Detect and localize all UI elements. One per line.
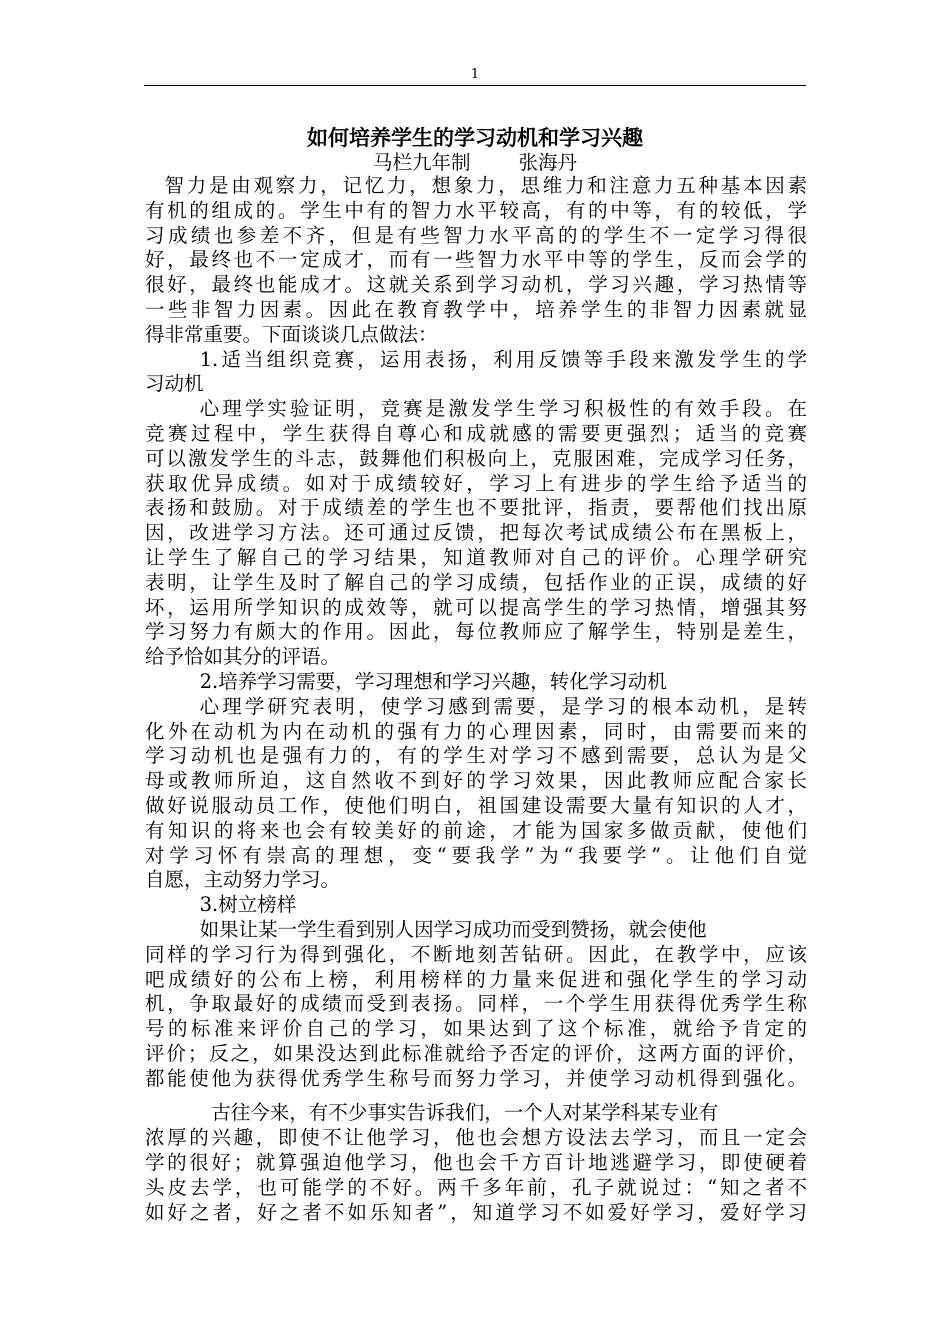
text-line: 得非常重要。下面谈谈几点做法： [145,322,438,346]
text-line: 母或教师所迫，这自然收不到好的学习效果，因此教师应配合家长 [145,769,807,793]
text-line: 给予恰如其分的评语。 [145,645,341,669]
school-name: 马栏九年制 [372,151,471,174]
text-line: 1.适当组织竞赛，运用表扬，利用反馈等手段来激发学生的学 [199,347,807,371]
header-rule [144,85,806,86]
text-line: 智力是由观察力，记忆力，想象力，思维力和注意力五种基本因素 [164,174,807,197]
text-line: 竞赛过程中，学生获得自尊心和成就感的需要更强烈；适当的竞赛 [145,421,807,445]
text-line: 吧成绩好的公布上榜，利用榜样的力量来促进和强化学生的学习动 [145,967,807,991]
author-name: 张海丹 [518,151,578,174]
text-line: 学的很好；就算强迫他学习，他也会千方百计地逃避学习，即使硬着 [145,1151,807,1175]
text-line: 评价；反之，如果没达到此标准就给予否定的评价，这两方面的评价， [145,1041,807,1065]
text-line: 如好之者，好之者不如乐知者”，知道学习不如爱好学习，爱好学习 [145,1200,807,1224]
text-line: 机，争取最好的成绩而受到表扬。同样，一个学生用获得优秀学生称 [145,992,807,1016]
text-line: 都能使他为获得优秀学生称号而努力学习，并使学习动机得到强化。 [145,1066,807,1090]
text-line: 学习努力有颇大的作用。因此，每位教师应了解学生，特别是差生， [145,620,807,644]
text-line: 号的标准来评价自己的学习，如果达到了这个标准，就给予肯定的 [145,1017,807,1041]
text-line: 坏，运用所学知识的成效等，就可以提高学生的学习热情，增强其努 [145,595,807,619]
text-line: 好，最终也不一定成才，而有一些智力水平中等的学生，反而会学的 [145,248,807,272]
text-line: 头皮去学，也可能学的不好。两千多年前，孔子就说过：“知之者不 [145,1175,807,1199]
text-line: 表明，让学生及时了解自己的学习成绩，包括作业的正误，成绩的好 [145,570,807,594]
text-line: 如果让某一学生看到别人因学习成功而受到赞扬，就会使他 [199,917,707,941]
text-line: 可以激发学生的斗志，鼓舞他们积极向上，克服困难，完成学习任务， [145,446,807,470]
byline [144,151,806,175]
text-line: 让学生了解自己的学习结果，知道教师对自己的评价。心理学研究 [145,545,807,569]
text-line: 很好，最终也能成才。这就关系到学习动机，学习兴趣，学习热情等 [145,273,807,297]
text-line: 有知识的将来也会有较美好的前途，才能为国家多做贡献，使他们 [145,818,807,842]
text-line: 同样的学习行为得到强化，不断地刻苦钻研。因此，在教学中，应该 [145,942,807,966]
text-line: 因，改进学习方法。还可通过反馈，把每次考试成绩公布在黑板上， [145,521,807,545]
document-title: 如何培养学生的学习动机和学习兴趣 [307,125,643,150]
text-line: 古往今来，有不少事实告诉我们，一个人对某学科某专业有 [211,1101,719,1125]
text-line: 习成绩也参差不齐，但是有些智力水平高的的学生不一定学习得很 [145,223,807,247]
body-text [145,174,807,1225]
text-line: 浓厚的兴趣，即使不让他学习，他也会想方设法去学习，而且一定会 [145,1126,807,1150]
text-line: 一些非智力因素。因此在教育教学中，培养学生的非智力因素就显 [145,297,807,321]
text-line: 化外在动机为内在动机的强有力的心理因素，同时，由需要而来的 [145,719,807,743]
page-number: 1 [470,67,480,82]
text-line: 获取优异成绩。如对于成绩较好，学习上有进步的学生给予适当的 [145,471,807,495]
text-line: 对学习怀有崇高的理想，变“要我学”为“我要学”。让他们自觉 [145,843,807,867]
text-line: 心理学实验证明，竞赛是激发学生学习积极性的有效手段。在 [199,397,807,421]
text-line: 习动机 [145,372,204,396]
text-line: 有机的组成的。学生中有的智力水平较高，有的中等，有的较低，学 [145,198,807,222]
text-line: 做好说服动员工作，使他们明白，祖国建设需要大量有知识的人才， [145,793,807,817]
text-line: 学习动机也是强有力的，有的学生对学习不感到需要，总认为是父 [145,744,807,768]
text-line: 表扬和鼓励。对于成绩差的学生也不要批评，指责，要帮他们找出原 [145,496,807,520]
text-line: 心理学研究表明，使学习感到需要，是学习的根本动机，是转 [199,694,807,718]
text-line: 3.树立榜样 [199,893,297,917]
text-line: 2.培养学习需要，学习理想和学习兴趣，转化学习动机 [199,669,667,693]
text-line: 自愿，主动努力学习。 [145,868,341,892]
